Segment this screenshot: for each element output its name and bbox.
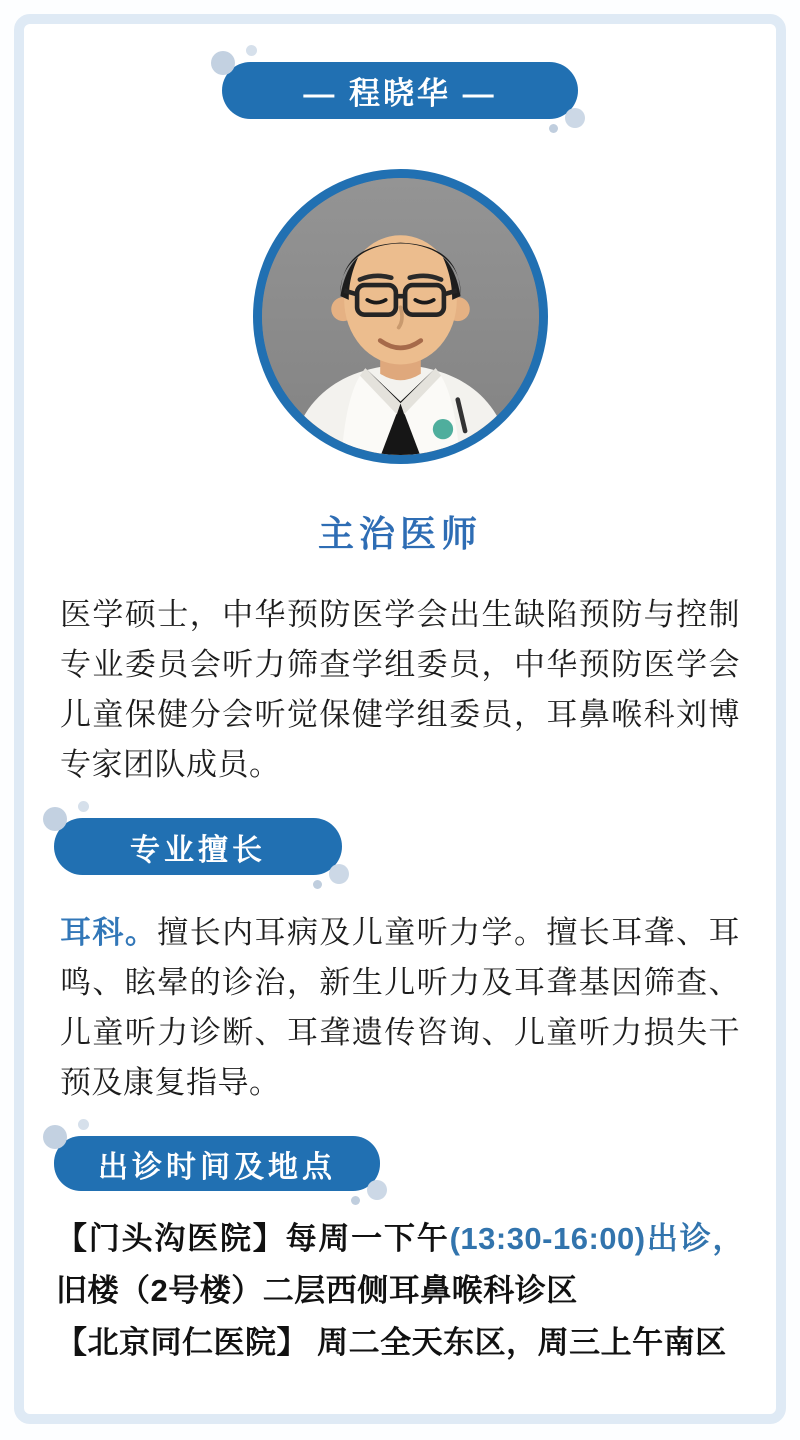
schedule-badge-label: 出诊时间及地点 (98, 1150, 336, 1184)
card-frame (14, 14, 786, 1424)
specialty-badge-row (54, 818, 746, 875)
specialty-text (60, 908, 740, 1108)
specialty-badge-label: 专业擅长 (130, 833, 266, 867)
bio-text: 医学硕士，中华预防医学会出生缺陷预防与控制专业委员会听力筛查学组委员，中华预防医学会儿童保健分会听觉保健学组委员，耳鼻喉科刘博专家团队成员。 (60, 597, 740, 782)
doctor-name: — 程晓华 — (303, 76, 497, 111)
card-content (24, 62, 776, 1440)
schedule-location: 旧楼（2号楼）二层西侧耳鼻喉科诊区 (56, 1273, 578, 1308)
hospital-name: 【门头沟医院】 (56, 1221, 286, 1256)
job-title: 主治医师 (317, 513, 482, 554)
bubble-decoration-icon (565, 108, 585, 128)
schedule-badge (54, 1136, 380, 1191)
specialty-lead: 耳科。 (60, 915, 158, 950)
bubble-decoration-icon (549, 124, 558, 133)
schedule-entry (56, 1213, 744, 1317)
bubble-decoration-icon (43, 1125, 67, 1149)
schedule-time: 每周一下午 (285, 1221, 450, 1256)
bubble-decoration-icon (367, 1180, 387, 1200)
bubble-decoration-icon (78, 801, 89, 812)
schedule-time-highlight: (13:30-16:00)出诊， (449, 1221, 744, 1256)
doctor-photo (253, 169, 548, 464)
doctor-portrait-icon (262, 178, 539, 455)
name-badge-row (54, 62, 746, 119)
specialty-badge (54, 818, 342, 875)
bubble-decoration-icon (329, 864, 349, 884)
schedule-badge-row (54, 1136, 746, 1191)
bubble-decoration-icon (246, 45, 257, 56)
bubble-decoration-icon (211, 51, 235, 75)
schedule-text (56, 1213, 744, 1369)
bubble-decoration-icon (43, 807, 67, 831)
bubble-decoration-icon (351, 1196, 360, 1205)
schedule-entry (56, 1317, 744, 1369)
name-badge (222, 62, 578, 119)
schedule-time: 周二全天东区，周三上午南区 (308, 1325, 727, 1360)
bubble-decoration-icon (78, 1119, 89, 1130)
hospital-name: 【北京同仁医院】 (56, 1325, 308, 1360)
specialty-description: 擅长内耳病及儿童听力学。擅长耳聋、耳鸣、眩晕的诊治，新生儿听力及耳聋基因筛查、儿童听力诊断、耳聋遗传咨询、儿童听力损失干预及康复指导。 (60, 915, 741, 1100)
bubble-decoration-icon (313, 880, 322, 889)
